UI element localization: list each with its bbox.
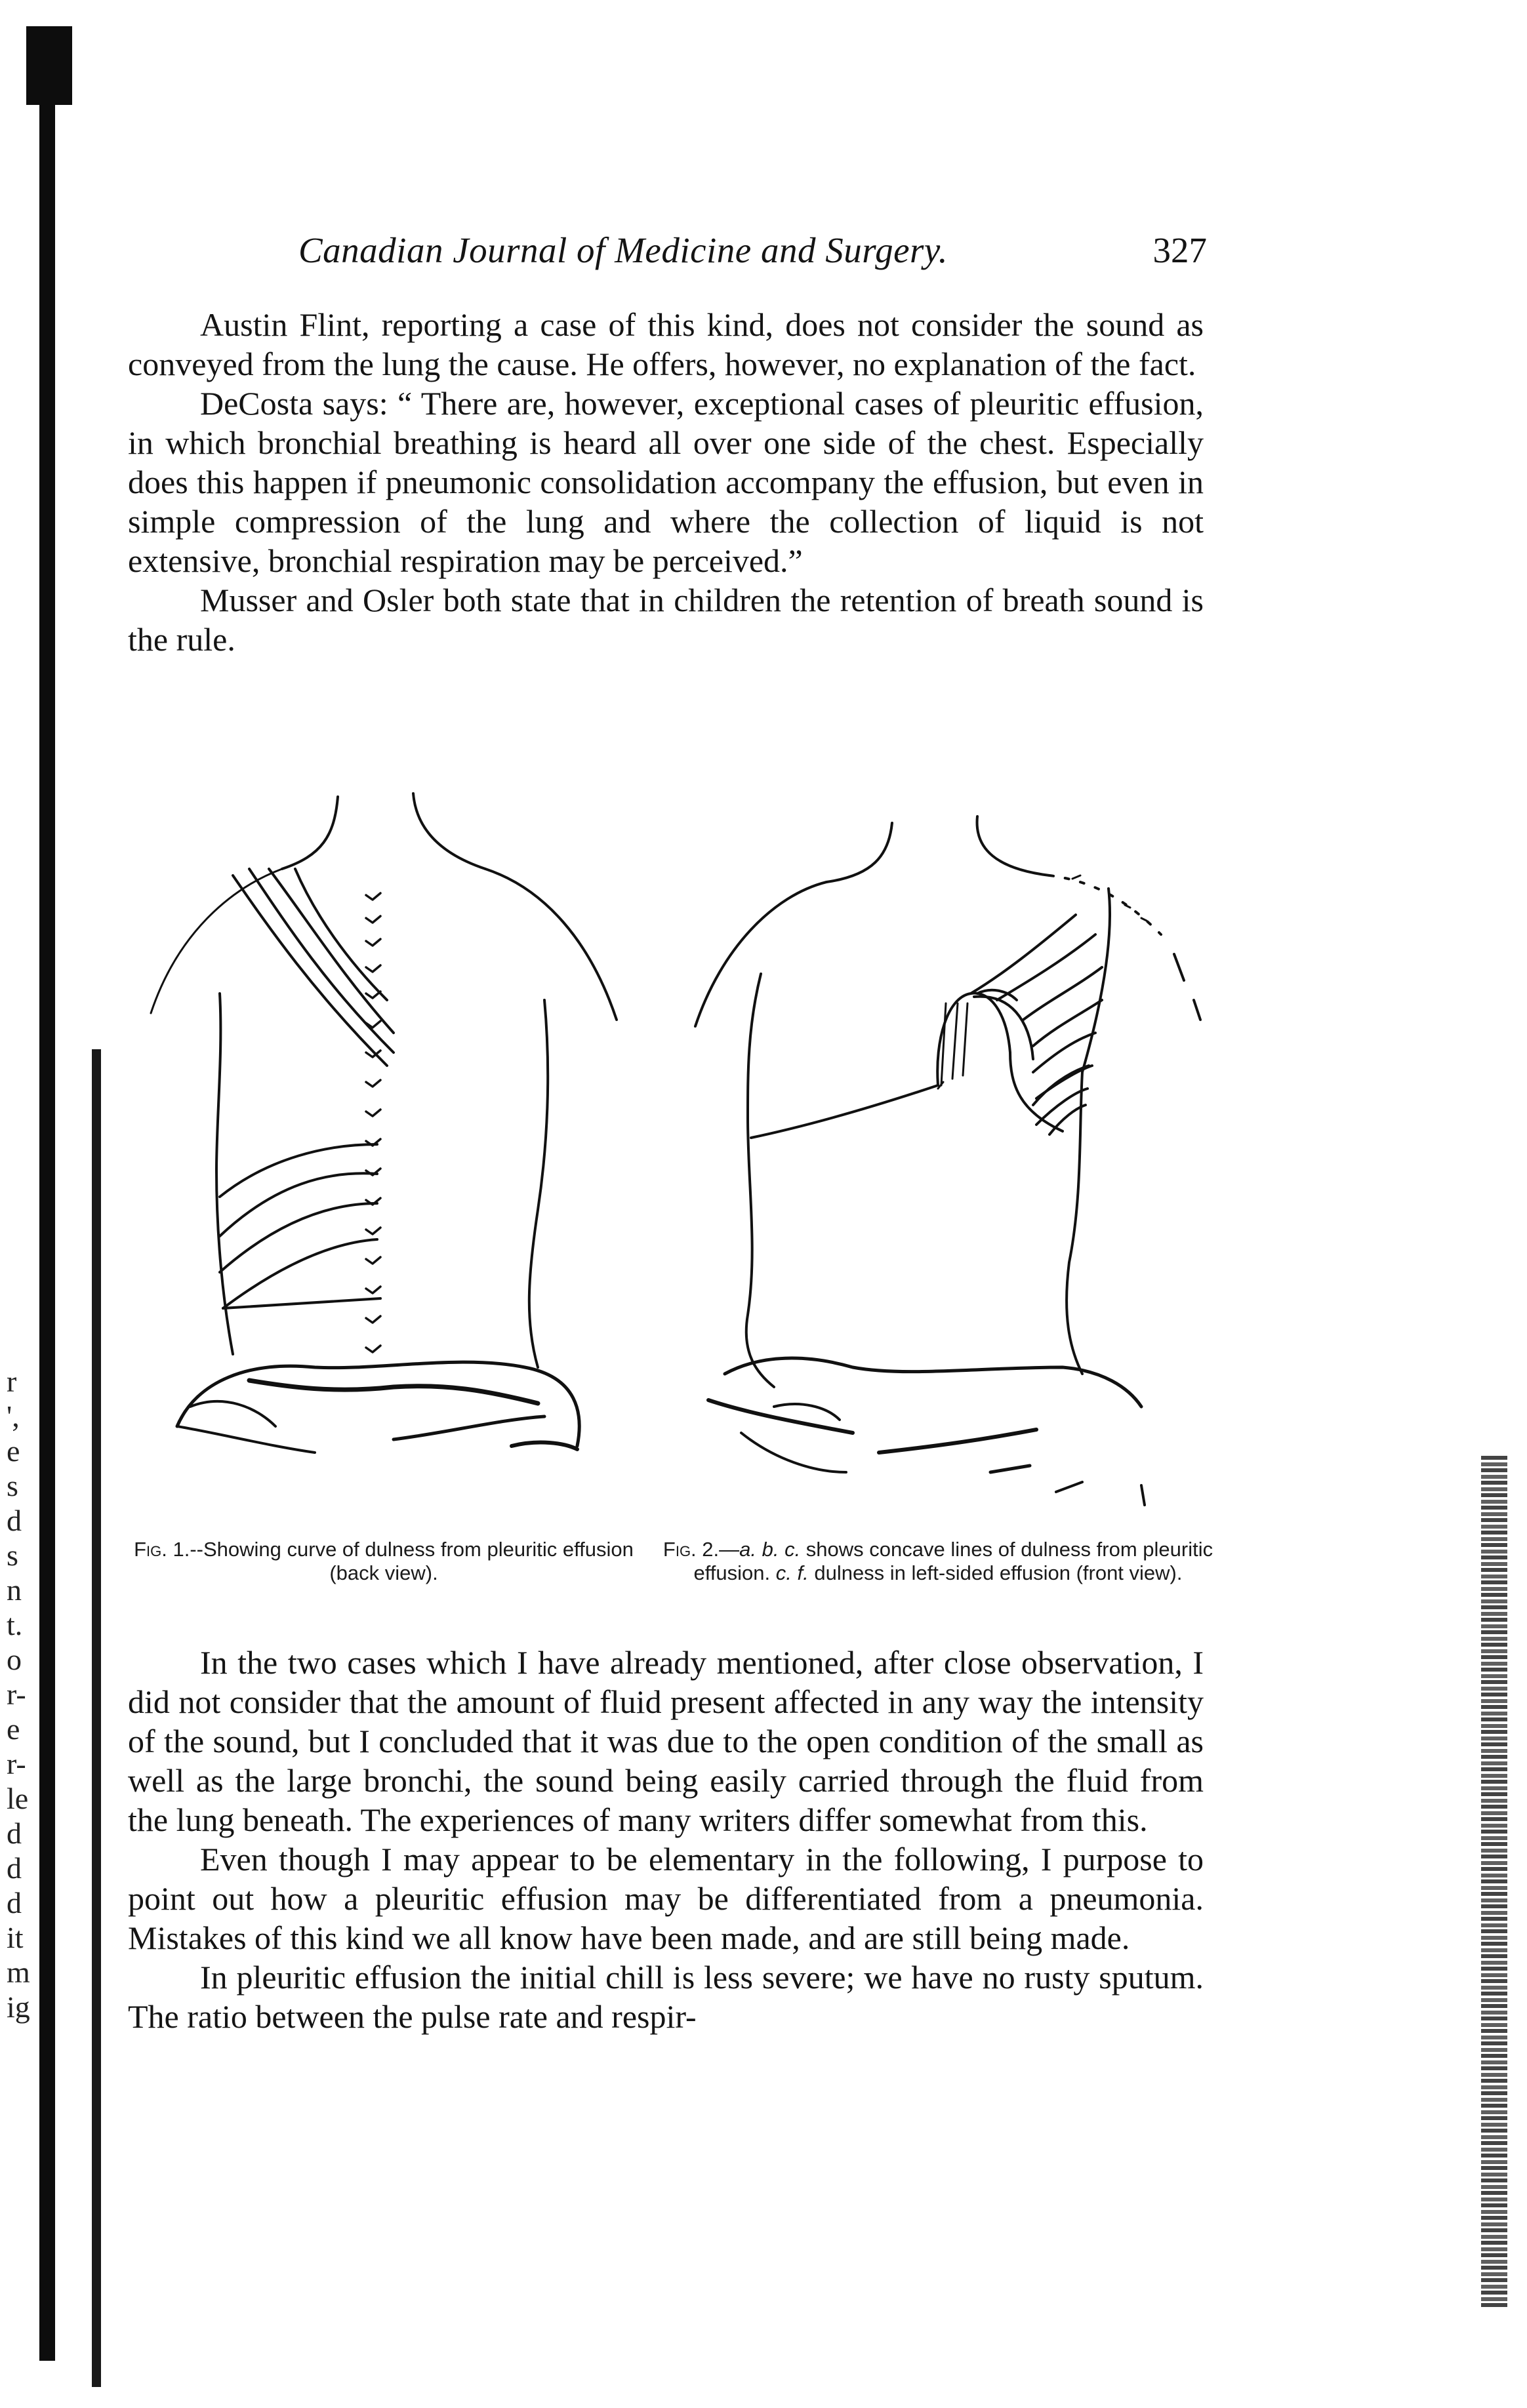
binding-shadow bbox=[92, 1049, 101, 2387]
next-page-edge bbox=[1481, 1456, 1507, 2308]
margin-fragment: r bbox=[7, 1365, 17, 1398]
margin-fragment: s bbox=[7, 1469, 18, 1502]
anatomical-figures bbox=[118, 777, 1220, 1551]
paragraph: In pleuritic effusion the initial chill is less severe; we have no rusty sputum. The ratio between the pulse rate and respir- bbox=[128, 1959, 1204, 2035]
fig1-caption-text: --Showing curve of dulness from pleuritic effusion (back view). bbox=[190, 1538, 634, 1584]
margin-fragment: t. bbox=[7, 1608, 23, 1641]
page-number: 327 bbox=[1152, 230, 1207, 270]
fig2-label: Fig. 2.— bbox=[662, 1538, 740, 1561]
margin-fragment: e bbox=[7, 1712, 20, 1746]
margin-fragment: r- bbox=[7, 1677, 26, 1711]
body-text-top bbox=[128, 305, 1204, 659]
paragraph: DeCosta says: “ There are, however, exceptional cases of pleuritic effusion, in which bronchial breathing is heard all over one side of the chest. Especially does this happen if pneumonic consolidation accompany the effusion, but even in simple compression of the lung and where the collection of liquid is not extensive, bronchial respiration may be perceived.” bbox=[128, 385, 1204, 579]
fig2-front-view-drawing bbox=[695, 816, 1200, 1505]
paragraph: In the two cases which I have already mentioned, after close observation, I did not consider that the amount of fluid present affected in any way the intensity of the sound, but I concluded that it was due to the open condition of the small as well as the large bronchi, the sound being easily carried through the fluid from the lung beneath. The experiences of many writers differ somewhat from this. bbox=[128, 1644, 1204, 1838]
margin-fragment: o bbox=[7, 1643, 22, 1676]
margin-fragment: n bbox=[7, 1573, 22, 1607]
fig2-caption-text-1: shows concave lines of dulness from pleuritic effusion. bbox=[693, 1538, 1213, 1584]
fig2-abc-label: a. b. c. bbox=[739, 1538, 801, 1561]
running-header bbox=[298, 230, 1207, 275]
margin-bleed-text bbox=[7, 1364, 52, 2024]
margin-fragment: r- bbox=[7, 1747, 26, 1780]
paragraph: Even though I may appear to be elementary in the following, I purpose to point out how a pleuritic effusion may be differentiated from a pneumonia. Mistakes of this kind we all know have been made, and are still being made. bbox=[128, 1841, 1204, 1956]
margin-fragment: d bbox=[7, 1851, 22, 1885]
margin-fragment: d bbox=[7, 1886, 22, 1919]
margin-fragment: s bbox=[7, 1538, 18, 1572]
fig2-cf-label: c. f. bbox=[775, 1561, 809, 1584]
margin-fragment: ig bbox=[7, 1990, 30, 2024]
fig1-label: Fig. 1. bbox=[134, 1538, 190, 1561]
paragraph: Musser and Osler both state that in children the retention of breath sound is the rule. bbox=[128, 582, 1204, 658]
fig1-caption bbox=[131, 1538, 636, 1585]
margin-fragment: le bbox=[7, 1782, 29, 1815]
fig1-back-view-drawing bbox=[151, 793, 617, 1453]
fig2-caption bbox=[656, 1538, 1220, 1585]
journal-title: Canadian Journal of Medicine and Surgery. bbox=[298, 230, 948, 270]
margin-fragment: e bbox=[7, 1434, 20, 1468]
margin-fragment: m bbox=[7, 1956, 30, 1989]
paragraph: Austin Flint, reporting a case of this kind, does not consider the sound as conveyed from the lung the cause. He offers, however, no explanation of the fact. bbox=[128, 306, 1204, 382]
margin-fragment: it bbox=[7, 1921, 24, 1954]
body-text-bottom bbox=[128, 1643, 1204, 2036]
margin-fragment: d bbox=[7, 1816, 22, 1850]
margin-fragment: d bbox=[7, 1504, 22, 1537]
fig2-caption-text-2: dulness in left-sided effusion (front view). bbox=[808, 1561, 1183, 1584]
margin-fragment: ', bbox=[7, 1399, 20, 1433]
